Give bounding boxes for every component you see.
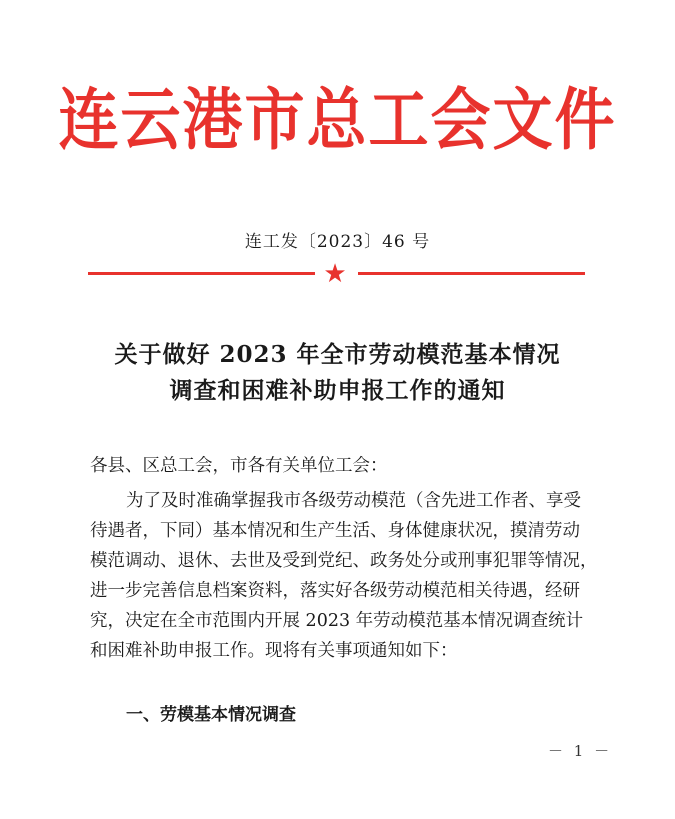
salutation: 各县、区总工会，市各有关单位工会： — [90, 456, 388, 476]
document-number: 连工发〔2023〕46 号 — [244, 232, 431, 252]
paragraph-line: 究，决定在全市范围内开展 2023 年劳动模范基本情况调查统计 — [90, 611, 584, 631]
document-title-line-1: 关于做好 2023 年全市劳动模范基本情况 — [114, 341, 561, 368]
red-star-icon: ★ — [323, 259, 347, 289]
red-rule-left — [88, 272, 315, 275]
document-title-line-2: 调查和困难补助申报工作的通知 — [169, 377, 506, 404]
red-rule-right — [358, 272, 585, 275]
paragraph-line: 待遇者，下同）基本情况和生产生活、身体健康状况，摸清劳动 — [90, 521, 580, 541]
paragraph-line: 为了及时准确掌握我市各级劳动模范（含先进工作者、享受 — [126, 491, 581, 511]
section-heading: 一、劳模基本情况调查 — [126, 705, 296, 725]
masthead-title: 连云港市总工会文件 — [58, 81, 617, 160]
paragraph-line: 模范调动、退休、去世及受到党纪、政务处分或刑事犯罪等情况， — [90, 551, 598, 571]
intro-paragraph — [90, 486, 596, 666]
paragraph-line: 和困难补助申报工作。现将有关事项通知如下： — [90, 641, 458, 661]
paragraph-line: 进一步完善信息档案资料，落实好各级劳动模范相关待遇，经研 — [90, 581, 580, 601]
page-number: － 1 － — [548, 742, 613, 760]
